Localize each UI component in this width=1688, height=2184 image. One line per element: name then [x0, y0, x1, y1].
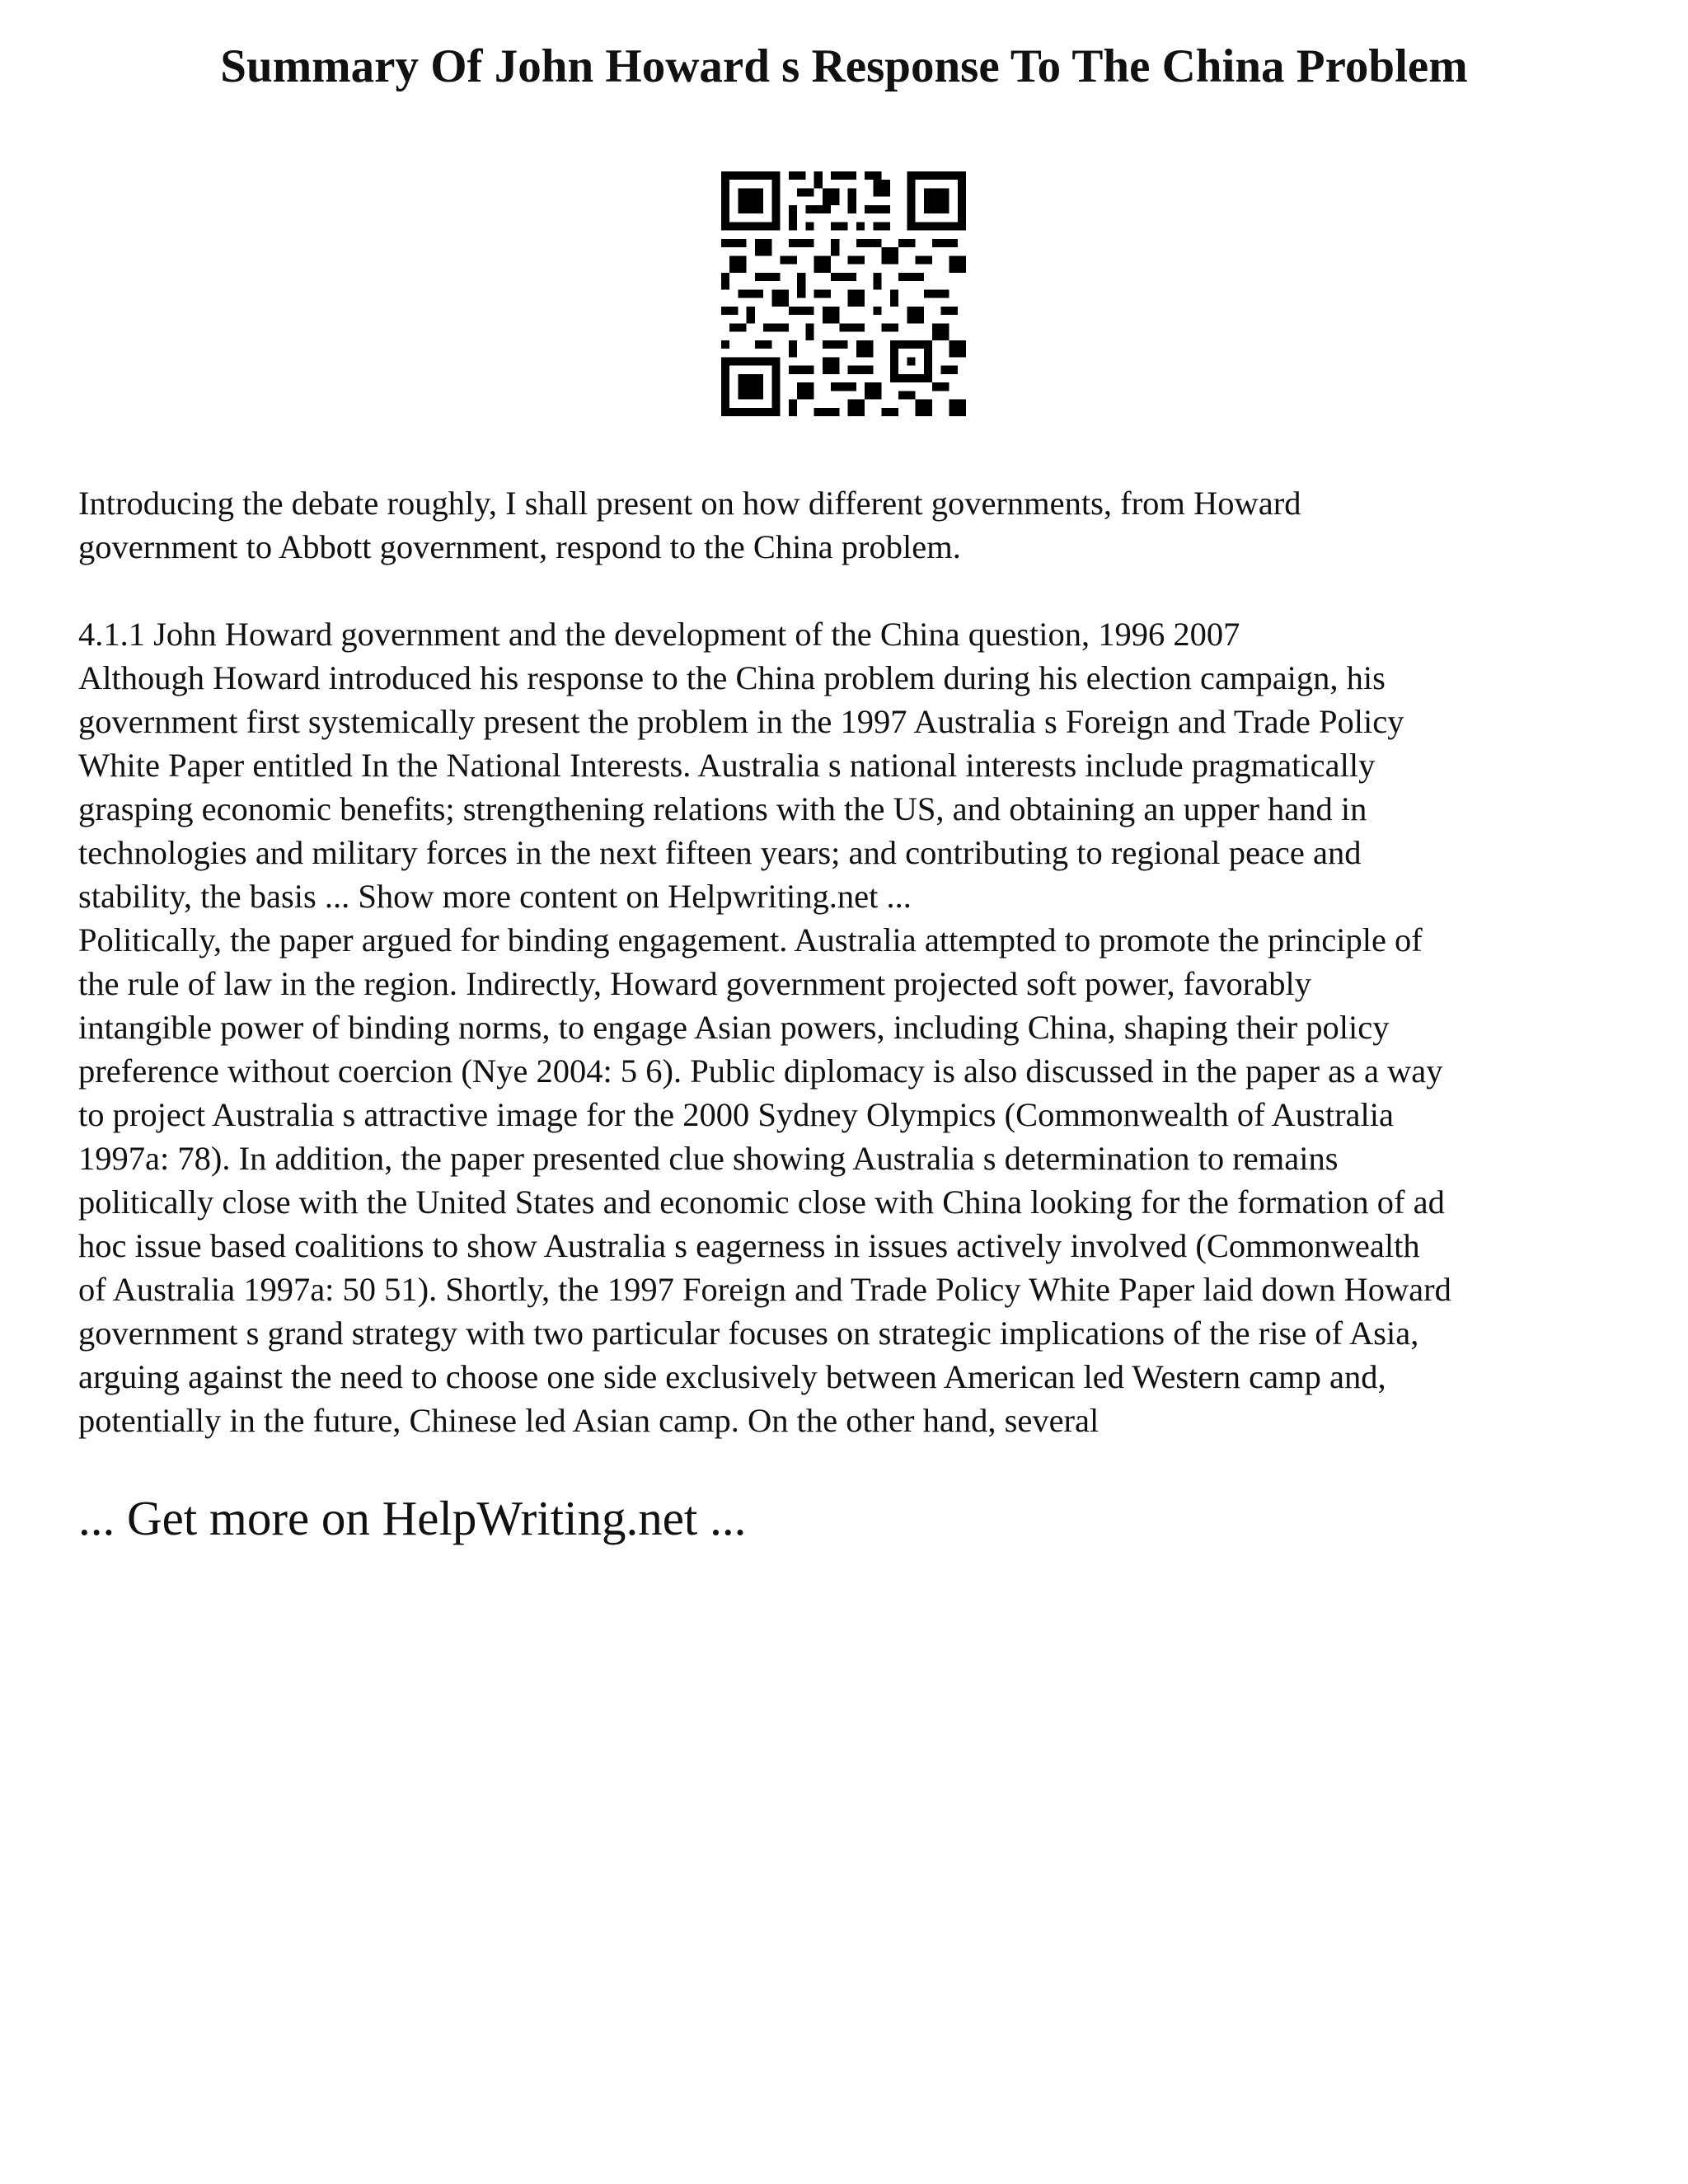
get-more-link[interactable]: ... Get more on HelpWriting.net ...	[78, 1491, 747, 1545]
body-line: grasping economic benefits; strengthening relations with the US, and obtaining an upper hand in	[78, 790, 1367, 827]
body-line: potentially in the future, Chinese led Asian camp. On the other hand, several	[78, 1402, 1100, 1439]
body-line: to project Australia s attractive image for the 2000 Sydney Olympics (Commonwealth of Australia	[78, 1096, 1395, 1133]
body-line: technologies and military forces in the next fifteen years; and contributing to regional peace and	[78, 834, 1362, 871]
intro-line: government to Abbott government, respond to the China problem.	[78, 528, 961, 565]
body-line: preference without coercion (Nye 2004: 5 6). Public diplomacy is also discussed in the paper as a way	[78, 1052, 1443, 1090]
body-line: White Paper entitled In the National Interests. Australia s national interests include pragmatically	[78, 747, 1376, 784]
body-line: Although Howard introduced his response to the China problem during his election campaign, his	[78, 659, 1386, 696]
body-line: arguing against the need to choose one side exclusively between American led Western camp and,	[78, 1358, 1386, 1395]
body-line: stability, the basis ... Show more content on Helpwriting.net ...	[78, 878, 912, 915]
page-title: Summary Of John Howard s Response To The China Problem	[220, 40, 1468, 92]
body-line: 1997a: 78). In addition, the paper presented clue showing Australia s determination to remains	[78, 1140, 1339, 1177]
body-line: of Australia 1997a: 50 51). Shortly, the 1997 Foreign and Trade Policy White Paper laid down Howard	[78, 1271, 1451, 1308]
body-line: government first systemically present the problem in the 1997 Australia s Foreign and Trade Policy	[78, 703, 1404, 740]
intro-line: Introducing the debate roughly, I shall present on how different governments, from Howard	[78, 485, 1301, 522]
section-heading: 4.1.1 John Howard government and the development of the China question, 1996 2007	[78, 616, 1240, 653]
qr-code-icon	[721, 171, 966, 416]
body-line: Politically, the paper argued for binding engagement. Australia attempted to promote the principle of	[78, 921, 1423, 958]
body-line: government s grand strategy with two particular focuses on strategic implications of the rise of Asia,	[78, 1315, 1419, 1352]
body-line: hoc issue based coalitions to show Australia s eagerness in issues actively involved (Commonwealth	[78, 1227, 1420, 1264]
body-line: politically close with the United States and economic close with China looking for the formation of ad	[78, 1183, 1445, 1221]
body-line: intangible power of binding norms, to engage Asian powers, including China, shaping their policy	[78, 1009, 1390, 1046]
body-line: the rule of law in the region. Indirectly, Howard government projected soft power, favorably	[78, 965, 1311, 1002]
